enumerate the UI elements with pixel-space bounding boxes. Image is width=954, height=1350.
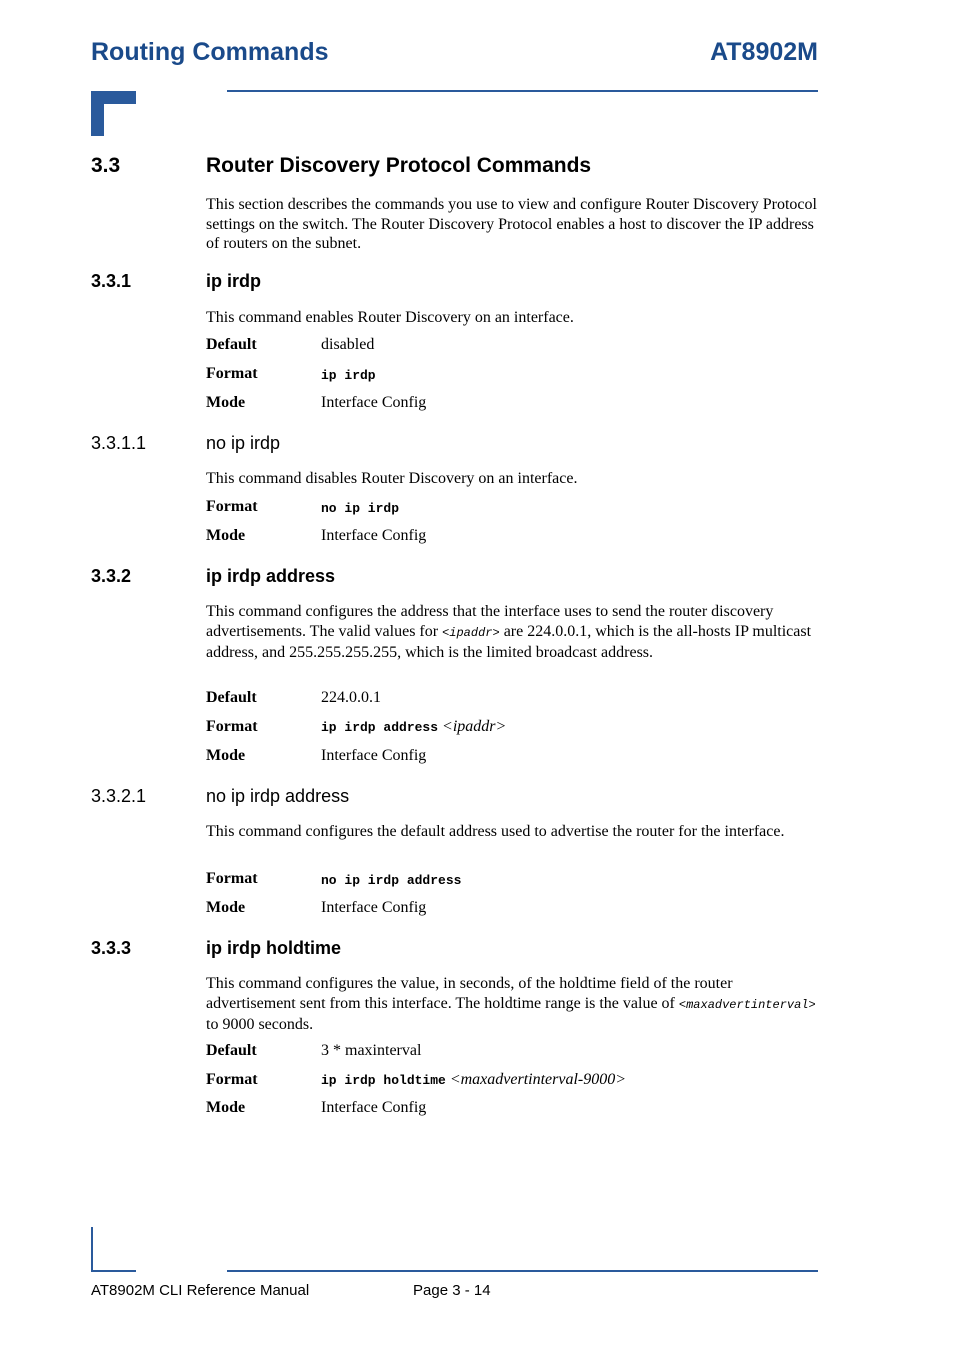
header-title: Routing Commands [91, 38, 329, 66]
desc-param: <maxadvertinterval> [678, 997, 816, 1012]
mode-value: Interface Config [321, 899, 427, 916]
format-label: Format [206, 365, 258, 382]
subsection-desc [206, 602, 821, 663]
desc-text: This command configures the value, in seconds, of the holdtime field of the router advertisement sent from this interface. The holdtime range is the value of [206, 975, 733, 1012]
subsection-number: 3.3.2 [91, 566, 132, 586]
format-value [321, 718, 506, 736]
mode-label: Mode [206, 899, 246, 916]
format-command: ip irdp address [321, 720, 439, 735]
default-value: 3 * maxinterval [321, 1042, 422, 1059]
format-value [321, 1071, 626, 1089]
section-intro: This section describes the commands you use to view and configure Router Discovery Protocol settings on the switch. The Router Discovery Protocol enables a host to discover the IP address of routers on the subnet. [206, 196, 817, 252]
footer-bracket-icon [91, 1227, 136, 1272]
footer-manual-title: AT8902M CLI Reference Manual [91, 1282, 310, 1299]
subsection-number: 3.3.1 [91, 271, 132, 291]
mode-value: Interface Config [321, 527, 427, 544]
mode-label: Mode [206, 394, 246, 411]
mode-value: Interface Config [321, 394, 427, 411]
section-number: 3.3 [91, 154, 121, 177]
subsection-title: ip irdp holdtime [206, 938, 341, 958]
desc-param: <ipaddr> [442, 625, 500, 640]
header-product: AT8902M [710, 38, 818, 66]
subsection-title: no ip irdp [206, 433, 281, 453]
subsection-number: 3.3.1.1 [91, 433, 147, 453]
mode-value: Interface Config [321, 747, 427, 764]
format-command: ip irdp holdtime [321, 1073, 446, 1088]
subsection-desc: This command enables Router Discovery on an interface. [206, 309, 574, 326]
mode-value: Interface Config [321, 1099, 427, 1116]
corner-bracket-icon [91, 91, 136, 136]
default-label: Default [206, 689, 257, 706]
format-label: Format [206, 1071, 258, 1088]
desc-text: This command configures the address that the interface uses to send the router discovery advertisements. The valid values for [206, 603, 774, 640]
subsection-number: 3.3.3 [91, 938, 132, 958]
default-value: 224.0.0.1 [321, 689, 381, 706]
default-value: disabled [321, 336, 375, 353]
subsection-number: 3.3.2.1 [91, 786, 147, 806]
mode-label: Mode [206, 527, 246, 544]
subsection-title: ip irdp [206, 271, 261, 291]
format-param: <maxadvertinterval-9000> [449, 1071, 627, 1088]
format-label: Format [206, 718, 258, 735]
mode-label: Mode [206, 1099, 246, 1116]
format-label: Format [206, 498, 258, 515]
format-value: no ip irdp address [321, 873, 462, 888]
mode-label: Mode [206, 747, 246, 764]
format-label: Format [206, 870, 258, 887]
subsection-desc: This command disables Router Discovery on an interface. [206, 470, 578, 487]
subsection-title: ip irdp address [206, 566, 336, 586]
section-title: Router Discovery Protocol Commands [206, 154, 592, 177]
footer-rule [227, 1270, 818, 1272]
header-rule [227, 90, 818, 92]
subsection-title: no ip irdp address [206, 786, 350, 806]
format-value: ip irdp [321, 368, 376, 383]
format-value: no ip irdp [321, 501, 400, 516]
default-label: Default [206, 1042, 257, 1059]
format-param: <ipaddr> [442, 718, 507, 735]
default-label: Default [206, 336, 257, 353]
desc-text: are 224.0.0.1, which is the all-hosts IP multicast address, and 255.255.255.255, which is the limited broadcast address. [206, 622, 812, 661]
desc-text: to 9000 seconds. [206, 1016, 314, 1033]
subsection-desc: This command configures the default address used to advertise the router for the interface. [206, 823, 785, 840]
footer-page-number: Page 3 - 14 [413, 1282, 491, 1299]
subsection-desc [206, 974, 821, 1035]
